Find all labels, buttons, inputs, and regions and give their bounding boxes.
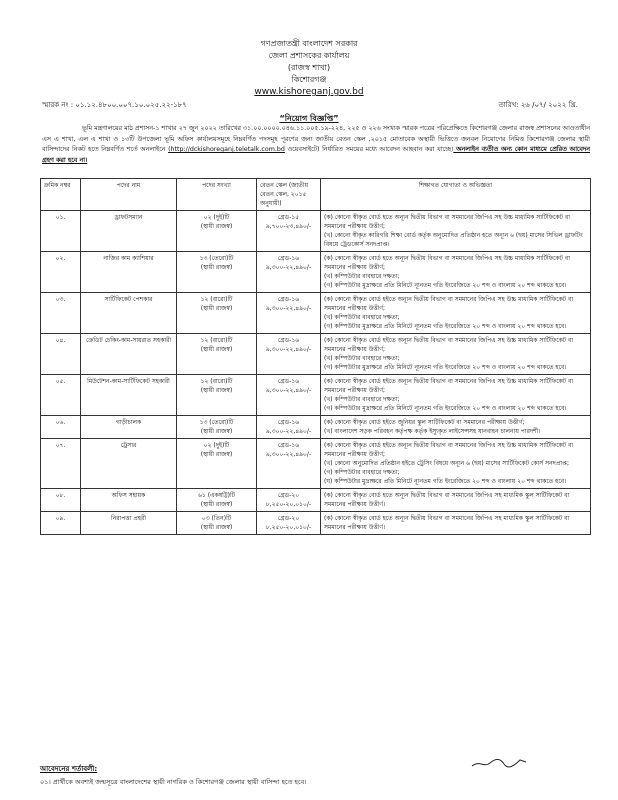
count-type: (স্থায়ী রাজস্ব) [200,264,233,271]
row-post: অফিস সহায়ক [81,489,177,512]
row-post: গাড়ীচালক [81,416,177,439]
qualification-item: (খ) কোনো অনুমোদিত প্রতিষ্ঠান হইতে ট্রেসিং বিষয়ে অন্যূন ৬ (ছয়) মাসের সার্টিফিকেট কোর্স সনদপ্রাপ্ত; [324,460,569,467]
qualification-item: (ক) কোনো স্বীকৃত বোর্ড হতে অন্যূন দ্বিতীয় বিভাগ বা সমমানের জিপিএ সহ উচ্চ মাধ্যমিক সার্টিফিকেট বা সমমানের পরীক্ষায় উত্তীর্ণ; [324,214,570,230]
qualification-item: (গ) কম্পিউটার মুদ্রাক্ষরে প্রতি মিনিটে ন্যূনতম গতি ইংরেজিতে ২০ শব্দ ও বাংলায় ২০ শব্দ থাকতে হবে। [324,282,567,289]
row-scale [257,252,321,293]
table-row [41,439,591,489]
row-count [177,439,257,489]
qualification-item: (গ) কম্পিউটার মুদ্রাক্ষরে প্রতি মিনিটে ন্যূনতম গতি ইংরেজিতে ২০ শব্দ ও বাংলায় ২০ শব্দ থাকতে হবে। [324,364,567,371]
count-type: (স্থায়ী রাজস্ব) [200,524,233,531]
website-link[interactable]: www.kishoreganj.gov.bd [254,87,364,97]
row-qualification [321,293,591,334]
row-count [177,489,257,512]
row-post: ড্রাফটসম্যান [81,211,177,252]
row-qualification [321,334,591,375]
table-row [41,293,591,334]
pay-range: ৯,৩০০-২২,৪৯০/- [265,346,312,353]
row-serial: ০৭. [41,439,81,489]
row-serial: ০৪. [41,334,81,375]
terms-heading: আবেদনের শর্তাবলী: [40,765,98,773]
count-value: ০২ (দুই)টি [203,214,230,221]
col-serial: ক্রমিক নম্বর [41,179,81,211]
row-post: মিউটেশন-কাম-সার্টিফিকেট সহকারী [81,375,177,416]
pay-range: ৯,৩০০-২২,৪৯০/- [265,264,312,271]
office-name: জেলা প্রশাসকের কার্যালয় [268,51,350,60]
count-value: ১৩ (তেরো)টি [199,255,234,262]
row-post: নিরাপত্তা প্রহরী [81,512,177,535]
count-type: (স্থায়ী রাজস্ব) [200,305,233,312]
grade-value: গ্রেড-২০ [277,492,300,499]
col-scale: বেতন স্কেল (জাতীয় বেতন স্কেল, ২০১৫ অনুযায়ী) [257,179,321,211]
count-value: ০৩ (তিন)টি [201,515,232,522]
row-count [177,211,257,252]
row-post: নাজির কাম ক্যাশিয়ার [81,252,177,293]
row-post: ট্রেসার [81,439,177,489]
qualification-item: (ক) কোনো স্বীকৃত বোর্ড হইতে অন্যূন দ্বিতীয় বিভাগ বা সমমানের জিপিএ সহ উচ্চ মাধ্যমিক সার্টিফিকেট বা সমমানের পরীক্ষায় উত্তীর্ণ; [324,442,574,458]
qualification-item: (ক) কোনো স্বীকৃত বোর্ড হইতে অন্যূন দ্বিতীয় বিভাগ বা সমমানের জিপিএ সহ উচ্চ মাধ্যমিক সার্টিফিকেট বা সমমানের পরীক্ষায় উত্তীর্ণ; [324,296,574,312]
intro-text: ভূমি মন্ত্রণালয়ের মাঠ প্রশাসন-১ শাখার ২৭ জুন ২০২২ তারিখের ৩১.০০.০০০০.০৪৬.১১.০০৫.১৯-২২৪, ২২৫ ও ২২৬ সংখ্যক স্মারক পত্রের পরিপ্রেক্ষিতে কিশোরগঞ্জ জেলার রাজস্ব প্রশাসনের আওতাধীন এস এ শাখা, এল এ শাখা ও ১৩টি উপজেলা ভূমি অফিস কার্যালয়সমূহে নিম্নবর্ণিত পদসমূহ পূরণের জন্য জাতীয় বেতন স্কেল ,২০১৫ মোতাবেক অস্থায়ী ভিত্তিতে জনবল নিয়োগের নিমিত্ত কিশোরগঞ্জ জেলার স্থায়ী বাসিন্দাদের নিকট হতে নিম্নবর্ণিত শর্তে অনলাইনে [42,125,590,153]
row-scale [257,334,321,375]
table-header [41,179,591,211]
qualification-item: (খ) কম্পিউটার ব্যবহারে দক্ষতা; [324,273,400,280]
row-scale [257,439,321,489]
branch-name: (রাজস্ব শাখা) [287,63,331,72]
qualification-item: (গ) কম্পিউটার মুদ্রাক্ষরে প্রতি মিনিটে ন্যূনতম গতি ইংরেজিতে ২০ শব্দ ও বাংলায় ২০ শব্দ থাকতে হবে। [324,323,567,330]
qualification-item: (খ) কম্পিউটার ব্যবহারে দক্ষতা; [324,396,400,403]
table-row [41,252,591,293]
row-serial: ০৯. [41,512,81,535]
count-type: (স্থায়ী রাজস্ব) [200,428,233,435]
qualification-item: (ঘ) কম্পিউটার মুদ্রাক্ষরে প্রতি মিনিটে ন্যূনতম গতি ইংরেজিতে ২০ শব্দ ও বাংলায় ২০ শব্দ থাকতে হবে। [324,478,567,485]
grade-value: গ্রেড-১৫ [277,214,300,221]
qualification-item: (ক) কোনো স্বীকৃত বোর্ড হতে অন্যূন দ্বিতীয় বিভাগ বা সমমানের জিপিএ সহ মাধ্যমিক স্কুল সার্টিফিকেট বা সমমানের পরীক্ষায় উত্তীর্ণ। [324,492,570,508]
count-value: ১২ (বারো)টি [200,337,233,344]
online-only-notice: অনলাইন ব্যতীত অন্য কোন মাধ্যমে প্রেরিত আবেদন গ্রহণ করা হবে না। [42,146,591,164]
row-qualification [321,489,591,512]
row-scale [257,211,321,252]
qualification-item: (গ) কম্পিউটার মুদ্রাক্ষরে প্রতি মিনিটে ন্যূনতম গতি ইংরেজিতে ২০ শব্দ ও বাংলায় ২০ শব্দ থাকতে হবে। [324,405,567,412]
application-link[interactable]: (http://dckishoreganj.teletalk.com.bd [168,146,285,153]
count-value: ১৩ (তেরো)টি [199,419,234,426]
row-serial: ০২. [41,252,81,293]
row-count [177,334,257,375]
row-qualification [321,252,591,293]
row-qualification [321,211,591,252]
row-scale [257,416,321,439]
qualification-item: (খ) কম্পিউটার ব্যবহারে দক্ষতা; [324,314,400,321]
pay-range: ৮,২৫০-২০,০১০/- [265,524,312,531]
row-count [177,512,257,535]
table-row [41,416,591,439]
row-count [177,416,257,439]
qualification-item: (খ) কোনো স্বীকৃত কারিগরি শিক্ষা বোর্ড কর্তৃক অনুমোদিত প্রতিষ্ঠান হতে অন্যূন ৬ (ছয়) মাসের সিভিল ড্রাফটিং বিষয়ে ট্রেডকোর্স সনদপ্রাপ্ত। [324,232,583,248]
row-qualification [321,416,591,439]
count-value: ১২ (বারো)টি [200,378,233,385]
memo-number: স্মারক নং : ০১.১২.৪৮০০.০০৭.১০.০২৫.২২-১৮৭ [42,101,187,109]
count-type: (স্থায়ী রাজস্ব) [200,501,233,508]
pay-range: ৯,৩০০-২২,৪৯০/- [265,451,312,458]
row-scale [257,489,321,512]
table-row [41,211,591,252]
qualification-item: (খ) কম্পিউটার ব্যবহারে দক্ষতা; [324,355,400,362]
vacancy-table [40,178,591,535]
qualification-item: (ক) কোনো স্বীকৃত বোর্ড হতে অন্যূন দ্বিতীয় বিভাগ বা সমমানের জিপিএ সহ উচ্চ মাধ্যমিক সার্টিফিকেট বা সমমানের পরীক্ষায় উত্তীর্ণ; [324,255,570,271]
col-post: পদের নাম [81,179,177,211]
row-count [177,375,257,416]
row-scale [257,512,321,535]
pay-range: ৯,৭০০-২৩,৪৯০/- [265,223,312,230]
count-value: ০২ (দুই)টি [203,442,230,449]
count-value: ১২ (বারো)টি [200,296,233,303]
row-serial: ০১. [41,211,81,252]
intro-text-2: ওয়েবসাইটে) নির্ধারিত সময়ের মধ্যে আবেদন আহবান করা যাচ্ছে। [284,146,454,153]
row-scale [257,375,321,416]
row-scale [257,293,321,334]
row-serial: ০৩. [41,293,81,334]
signature [470,754,530,770]
count-value: ৬১ (একষট্টি)টি [198,492,235,499]
pay-range: ৯,৩০০-২২,৪৯০/- [265,387,312,394]
grade-value: গ্রেড-১৬ [277,378,300,385]
col-count: পদের সংখ্যা [177,179,257,211]
row-qualification [321,439,591,489]
count-type: (স্থায়ী রাজস্ব) [200,451,233,458]
grade-value: গ্রেড-১৬ [277,255,300,262]
page-title: “নিয়োগ বিজ্ঞপ্তি” [279,114,339,123]
qualification-item: (ক) কোনো স্বীকৃত বোর্ড হইতে অন্যূন দ্বিতীয় বিভাগ বা সমমানের জিপিএ সহ উচ্চ মাধ্যমিক সার্টিফিকেট বা সমমানের পরীক্ষায় উত্তীর্ণ; [324,378,574,394]
grade-value: গ্রেড-২০ [277,515,300,522]
count-type: (স্থায়ী রাজস্ব) [200,223,233,230]
grade-value: গ্রেড-১৬ [277,296,300,303]
row-qualification [321,375,591,416]
grade-value: গ্রেড-১৬ [277,442,300,449]
qualification-item: (ক) কোনো স্বীকৃত বোর্ড হইতে অন্যূন দ্বিতীয় বিভাগ বা সমমানের জিপিএ সহ উচ্চ মাধ্যমিক সার্টিফিকেট বা সমমানের পরীক্ষায় উত্তীর্ণ; [324,337,574,353]
row-count [177,293,257,334]
qualification-item: (খ) বাংলাদেশ সড়ক পরিবহন কর্তৃপক্ষ কর্তৃক ইস্যুকৃত লাইসেন্সসহ যানবাহন চালনায় পারদর্শী। [324,428,541,435]
term-item: ০১। প্রার্থীকে অবশ্যই জন্মসূত্রে বাংলাদেশের স্থায়ী নাগরিক ও কিশোরগঞ্জ জেলার স্থায়ী বাসিন্দা হতে হবে। [40,778,307,786]
row-serial: ০৫. [41,375,81,416]
row-serial: ০৬. [41,416,81,439]
pay-range: ৯,৩০০-২২,৪৯০/- [265,305,312,312]
pay-range: ৮,২৫০-২০,০১০/- [265,501,312,508]
grade-value: গ্রেড-১৬ [277,337,300,344]
row-post: সার্টিফিকেট পেশকার [81,293,177,334]
row-serial: ০৮. [41,489,81,512]
grade-value: গ্রেড-১৬ [277,419,300,426]
table-row [41,512,591,535]
table-row [41,489,591,512]
col-qualification: শিক্ষাগত যোগ্যতা ও অভিজ্ঞতা [321,179,591,211]
intro-paragraph [42,124,590,166]
table-row [41,375,591,416]
count-type: (স্থায়ী রাজস্ব) [200,387,233,394]
district-name: কিশোরগঞ্জ [291,75,327,84]
qualification-item: (গ) কম্পিউটার ব্যবহারে দক্ষতা; [324,469,400,476]
row-qualification [321,512,591,535]
qualification-item: (ক) কোনো স্বীকৃত বোর্ড হতে অন্যূন দ্বিতীয় বিভাগ বা সমমানের জিপিএ সহ মাধ্যমিক স্কুল সার্টিফিকেট বা সমমানের পরীক্ষায় উত্তীর্ণ। [324,515,570,531]
row-post: ক্রেডিট চেকিং-কাম-সায়রাত সহকারী [81,334,177,375]
pay-range: ৯,৩০০-২২,৪৯০/- [265,428,312,435]
letterhead [0,38,618,98]
issue-date: তারিখ: ২৬ /০৭/ ২০২২ খ্রি. [498,101,578,109]
table-row [41,334,591,375]
qualification-item: (ক) কোনো স্বীকৃত বোর্ড হইতে জুনিয়র স্কুল সার্টিফিকেট বা সমমানের পরীক্ষায় উত্তীর্ণ; [324,419,525,426]
count-type: (স্থায়ী রাজস্ব) [200,346,233,353]
gov-name: গণপ্রজাতন্ত্রী বাংলাদেশ সরকার [260,39,358,48]
row-count [177,252,257,293]
